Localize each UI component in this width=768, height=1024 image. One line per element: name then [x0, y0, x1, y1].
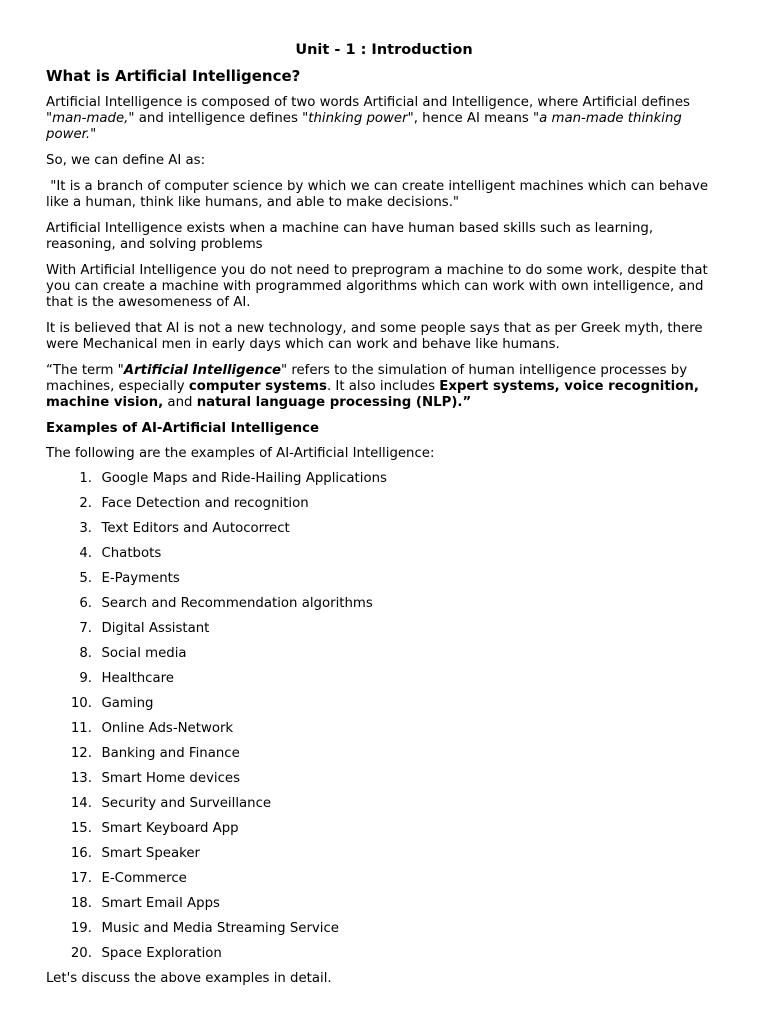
list-item [46, 721, 722, 746]
list-item-label: Smart Home devices [101, 771, 241, 786]
list-item-number: 13. [70, 771, 92, 786]
text-run: " refers to the simulation of human intelligence processes by machines, especially [46, 363, 688, 394]
paragraph-definition [46, 95, 722, 143]
list-item-label: Digital Assistant [101, 621, 210, 636]
list-item-number: 7. [79, 621, 92, 636]
paragraph-skills: Artificial Intelligence exists when a machine can have human based skills such as learning, reasoning, and solving problems [46, 221, 654, 252]
examples-list [46, 471, 722, 971]
list-item-number: 16. [70, 846, 92, 861]
text-run: “The term " [46, 363, 124, 378]
list-item-number: 15. [70, 821, 92, 836]
list-item [46, 746, 722, 771]
list-item [46, 896, 722, 921]
list-item-number: 17. [70, 871, 92, 886]
list-item-label: Music and Media Streaming Service [101, 921, 339, 936]
list-item [46, 496, 722, 521]
list-item-label: Online Ads-Network [101, 721, 234, 736]
list-item [46, 946, 722, 971]
list-item-label: Smart Keyboard App [101, 821, 239, 836]
list-item-number: 5. [79, 571, 92, 586]
paragraph-term [46, 363, 722, 411]
text-run: Artificial Intelligence is composed of two words Artificial and Intelligence, where Artificial defines " [46, 95, 690, 126]
list-item [46, 621, 722, 646]
list-item-label: Gaming [101, 696, 154, 711]
bold-run: Expert systems, voice recognition, machine vision, [46, 379, 699, 410]
list-item-number: 9. [79, 671, 92, 686]
section-heading: What is Artificial Intelligence? [46, 67, 301, 85]
list-item-number: 12. [70, 746, 92, 761]
list-item-label: Banking and Finance [101, 746, 240, 761]
list-item-label: Face Detection and recognition [101, 496, 309, 511]
text-run: . It also includes [326, 379, 440, 394]
text-run: " and intelligence defines " [128, 111, 309, 126]
list-item-label: Space Exploration [101, 946, 222, 961]
list-item [46, 521, 722, 546]
list-item-number: 4. [79, 546, 92, 561]
bold-run: computer systems [188, 379, 327, 394]
list-item-label: E-Payments [101, 571, 180, 586]
list-item [46, 696, 722, 721]
list-item-number: 3. [79, 521, 92, 536]
list-item-number: 18. [70, 896, 92, 911]
list-item [46, 821, 722, 846]
list-item-label: Security and Surveillance [101, 796, 272, 811]
list-item-number: 1. [79, 471, 92, 486]
paragraph-preprogram: With Artificial Intelligence you do not need to preprogram a machine to do some work, despite that you can create a machine with programmed algorithms which can work with own intelligence, and that is the awesomeness of AI. [46, 263, 708, 310]
paragraph-quote: "It is a branch of computer science by which we can create intelligent machines which can behave like a human, think like humans, and able to make decisions." [46, 179, 713, 210]
examples-intro: The following are the examples of AI-Artificial Intelligence: [46, 446, 435, 461]
list-item-label: Text Editors and Autocorrect [101, 521, 290, 536]
list-item-label: Search and Recommendation algorithms [101, 596, 373, 611]
list-item-label: Chatbots [101, 546, 162, 561]
list-item-number: 14. [70, 796, 92, 811]
list-item [46, 796, 722, 821]
list-item [46, 471, 722, 496]
list-item-label: Smart Speaker [101, 846, 201, 861]
bold-italic-run: Artificial Intelligence [123, 363, 281, 378]
list-item-number: 8. [79, 646, 92, 661]
list-item-number: 2. [79, 496, 92, 511]
closing-paragraph: Let's discuss the above examples in detail. [46, 971, 332, 986]
unit-title: Unit - 1 : Introduction [295, 42, 473, 58]
text-run: ", hence AI means " [407, 111, 540, 126]
list-item [46, 771, 722, 796]
list-item-number: 19. [70, 921, 92, 936]
italic-run: thinking power [308, 111, 408, 126]
list-item-label: Healthcare [101, 671, 174, 686]
italic-run: man-made, [52, 111, 129, 126]
list-item [46, 846, 722, 871]
list-item-number: 20. [70, 946, 92, 961]
list-item-number: 10. [70, 696, 92, 711]
list-item-number: 11. [70, 721, 92, 736]
list-item [46, 671, 722, 696]
list-item-label: Smart Email Apps [101, 896, 220, 911]
list-item [46, 596, 722, 621]
list-item-label: Google Maps and Ride-Hailing Applications [101, 471, 387, 486]
list-item [46, 571, 722, 596]
examples-heading: Examples of AI-Artificial Intelligence [46, 421, 320, 436]
list-item [46, 871, 722, 896]
paragraph-history: It is believed that AI is not a new technology, and some people says that as per Greek myth, there were Mechanical men in early days which can work and behave like humans. [46, 321, 703, 352]
italic-run: a man-made thinking power. [46, 111, 682, 142]
text-run: " [90, 127, 97, 142]
list-item [46, 646, 722, 671]
bold-run: natural language processing (NLP).” [196, 395, 472, 410]
list-item [46, 546, 722, 571]
paragraph-define-ai: So, we can define AI as: [46, 153, 206, 168]
list-item-label: E-Commerce [101, 871, 187, 886]
list-item [46, 921, 722, 946]
list-item-label: Social media [101, 646, 187, 661]
list-item-number: 6. [79, 596, 92, 611]
text-run: and [163, 395, 197, 410]
